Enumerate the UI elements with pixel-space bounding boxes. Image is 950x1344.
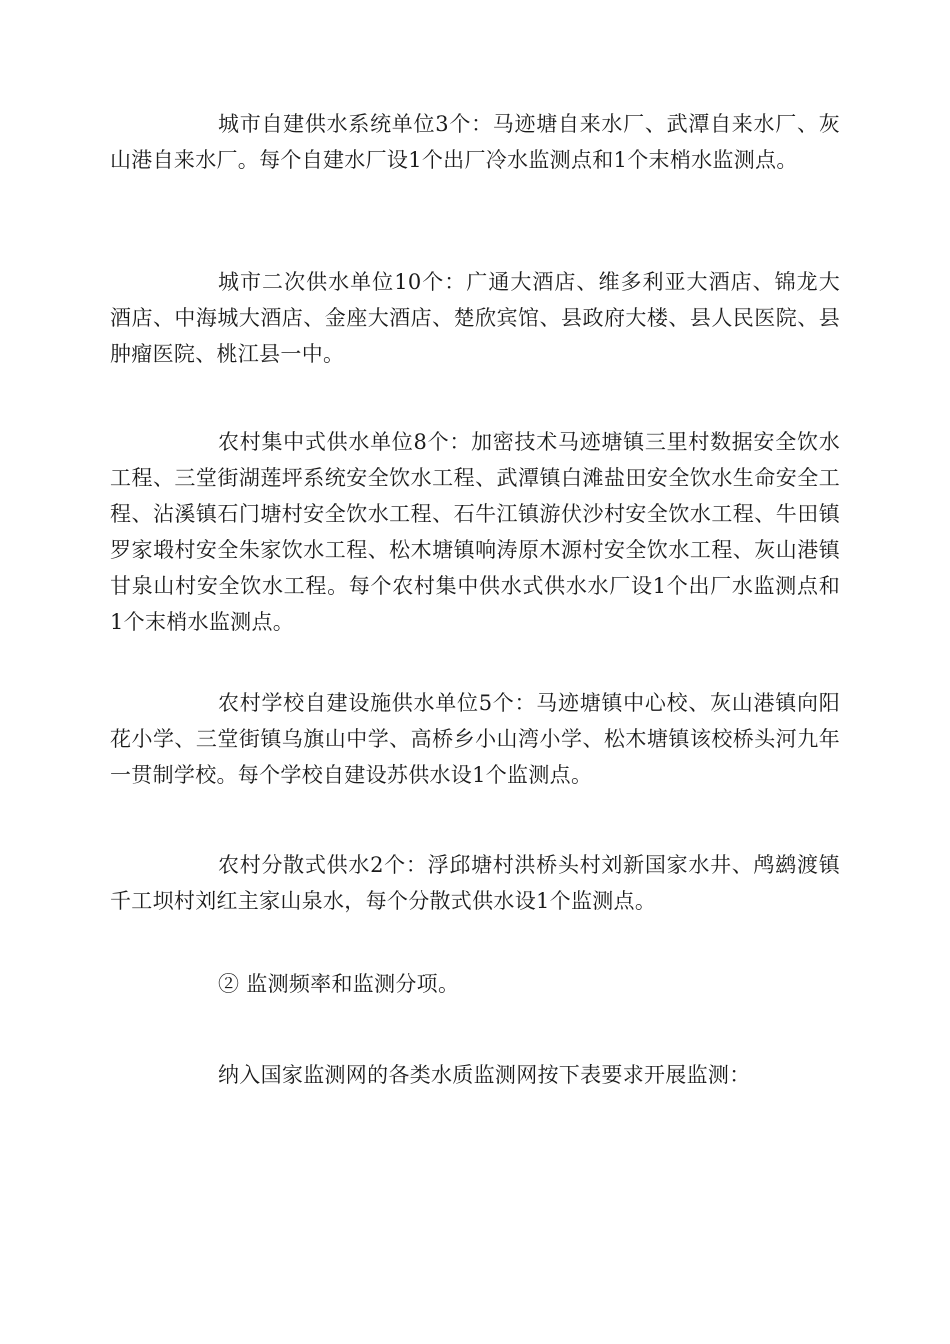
paragraph-monitoring-requirements: 纳入国家监测网的各类水质监测网按下表要求开展监测： xyxy=(218,1063,751,1087)
paragraph-rural-school-supply: 农村学校自建设施供水单位5个：马迹塘镇中心校、灰山港镇向阳花小学、三堂街镇乌旗山中学、高桥乡小山湾小学、松木塘镇该校桥头河九年一贯制学校。每个学校自建设苏供水设1个监测点。 xyxy=(110,691,840,787)
paragraph-rural-centralized-supply: 农村集中式供水单位8个：加密技术马迹塘镇三里村数据安全饮水工程、三堂街湖莲坪系统安全饮水工程、武潭镇白滩盐田安全饮水生命安全工程、沾溪镇石门塘村安全饮水工程、石牛江镇游伏沙村安全饮水工程、牛田镇罗家塅村安全朱家饮水工程、松木塘镇响涛原木源村安全饮水工程、灰山港镇甘泉山村安全饮水工程。每个农村集中供水式供水水厂设1个出厂水监测点和1个末梢水监测点。 xyxy=(110,430,840,634)
paragraph-rural-dispersed-supply: 农村分散式供水2个：浮邱塘村洪桥头村刘新国家水井、鸬鹚渡镇千工坝村刘红主家山泉水，每个分散式供水设1个监测点。 xyxy=(110,853,840,913)
paragraph-urban-self-built-supply: 城市自建供水系统单位3个：马迹塘自来水厂、武潭自来水厂、灰山港自来水厂。每个自建水厂设1个出厂冷水监测点和1个末梢水监测点。 xyxy=(110,112,840,172)
section-heading-monitoring-frequency: ② 监测频率和监测分项。 xyxy=(218,972,460,996)
paragraph-urban-secondary-supply: 城市二次供水单位10个：广通大酒店、维多利亚大酒店、锦龙大酒店、中海城大酒店、金座大酒店、楚欣宾馆、县政府大楼、县人民医院、县肿瘤医院、桃江县一中。 xyxy=(110,270,840,366)
